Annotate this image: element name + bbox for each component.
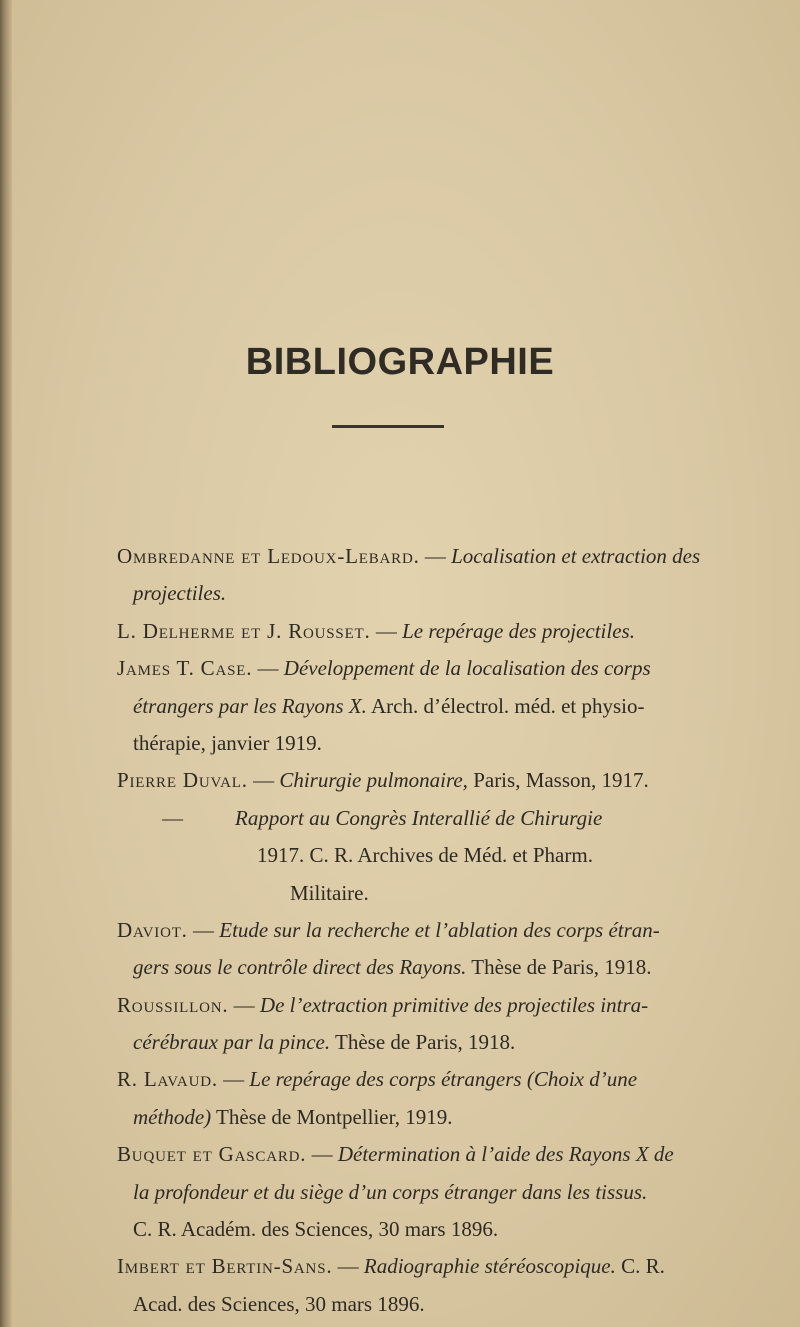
bibliography-entry-line (0, 800, 800, 837)
entry-title: Détermination à l’aide des Rayons X de (337, 1142, 674, 1167)
bibliography-entry-line (0, 725, 800, 762)
entry-title: méthode) (133, 1104, 212, 1129)
entry-title: projectiles. (133, 581, 227, 606)
entry-source: Militaire. (290, 880, 369, 905)
entry-author: Pierre Duval. (117, 768, 248, 793)
entry-author: Imbert et Bertin-Sans. (117, 1254, 333, 1279)
entry-separator: — (252, 656, 284, 681)
entry-author: R. Lavaud. (117, 1067, 218, 1092)
entry-title: étrangers par les Rayons X. (133, 693, 367, 718)
entry-title: Le repérage des projectiles. (402, 618, 635, 643)
bibliography-entry-line (0, 1061, 800, 1098)
bibliography-entry-line (0, 688, 800, 725)
entry-separator: — (370, 618, 403, 643)
entry-separator: — (228, 992, 260, 1017)
entry-author: James T. Case. (117, 656, 253, 681)
entry-author: Ombredanne et Ledoux-Lebard. (117, 544, 420, 568)
entry-title: Développement de la localisation des corps (283, 656, 651, 681)
title-rule (332, 425, 444, 428)
entry-source: thérapie, janvier 1919. (133, 730, 322, 755)
bibliography-entry-line (0, 1099, 800, 1136)
bibliography-entry-line (0, 837, 800, 874)
entry-source: C. R. Académ. des Sciences, 30 mars 1896. (133, 1217, 499, 1242)
entry-source: 1917. C. R. Archives de Méd. et Pharm. (257, 843, 593, 868)
bibliography-list (0, 538, 800, 1323)
bibliography-entry-line (0, 875, 800, 912)
entry-separator: — (187, 917, 220, 942)
entry-author: Daviot. (117, 917, 188, 942)
entry-separator: — (332, 1254, 364, 1279)
bibliography-entry-line (0, 650, 800, 687)
bibliography-entry-line (0, 1136, 800, 1173)
bibliography-entry-line (0, 1174, 800, 1211)
entry-separator: — (419, 544, 452, 568)
entry-title: Chirurgie pulmonaire, (279, 768, 468, 793)
bibliography-entry-line (0, 1248, 800, 1285)
entry-source: Thèse de Montpellier, 1919. (211, 1104, 453, 1129)
entry-source: Thèse de Paris, 1918. (466, 955, 652, 980)
bibliography-entry-line (0, 762, 800, 799)
bibliography-entry-line (0, 949, 800, 986)
bibliography-entry-line (0, 575, 800, 612)
page-title: BIBLIOGRAPHIE (245, 341, 555, 383)
entry-title: De l’extraction primitive des projectiles intra- (259, 992, 649, 1017)
bibliography-entry-line (0, 538, 800, 575)
entry-title: Le repérage des corps étrangers (Choix d’une (249, 1067, 638, 1092)
entry-title: cérébraux par la pince. (133, 1030, 331, 1055)
entry-title: Etude sur la recherche et l’ablation des corps étran- (219, 917, 660, 942)
bibliography-entry-line (0, 613, 800, 650)
entry-title: Localisation et extraction des (451, 544, 701, 568)
entry-separator: — (247, 768, 280, 793)
entry-title: Radiographie stéréoscopique. (363, 1254, 616, 1279)
entry-author: L. Delherme et J. Rousset. (117, 618, 371, 643)
bibliography-entry-line (0, 987, 800, 1024)
entry-title: gers sous le contrôle direct des Rayons. (133, 955, 467, 980)
bibliography-entry-line (0, 1286, 800, 1323)
entry-title: la profondeur et du siège d’un corps étranger dans les tissus. (133, 1179, 648, 1204)
entry-source: Arch. d’électrol. méd. et physio- (366, 693, 645, 718)
entry-source: Paris, Masson, 1917. (467, 768, 649, 793)
entry-source: Thèse de Paris, 1918. (330, 1030, 516, 1055)
entry-source: Acad. des Sciences, 30 mars 1896. (133, 1291, 425, 1316)
bibliography-entry-line (0, 912, 800, 949)
entry-author: Roussillon. (117, 992, 229, 1017)
ditto-dash: — (162, 805, 183, 830)
entry-source: C. R. (615, 1254, 665, 1279)
bibliography-entry-line (0, 1024, 800, 1061)
entry-author: Buquet et Gascard. (117, 1142, 307, 1167)
entry-title: Rapport au Congrès Interallié de Chirurgie (235, 805, 603, 830)
bibliography-entry-line (0, 1211, 800, 1248)
entry-separator: — (306, 1142, 338, 1167)
entry-separator: — (217, 1067, 250, 1092)
